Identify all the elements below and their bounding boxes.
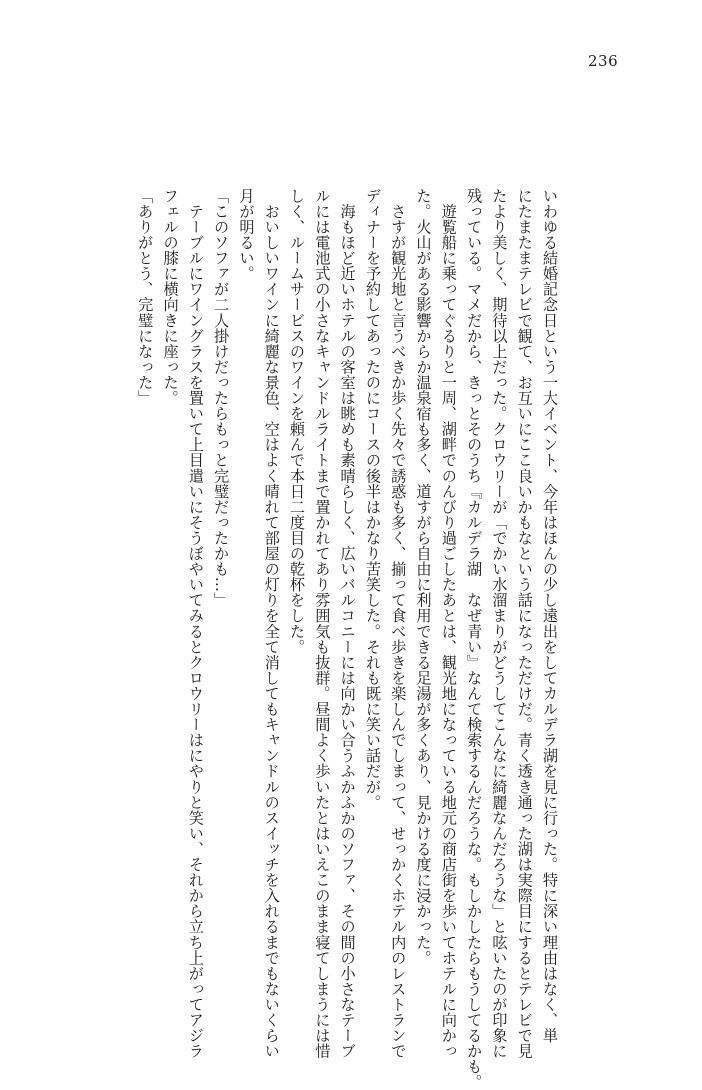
text-line: 月が明るい。 bbox=[237, 188, 256, 282]
text-line: いわゆる結婚記念日という一大イベント、今年はほんの少し遠出をしてカルデラ湖を見に行った。特に深い理由はなく、単 bbox=[541, 188, 559, 1044]
text-line: たより美しく、期待以上だった。クロウリーが「でかい水溜まりがどうしてこんなに綺麗なんだろうな」と呟いたのが印象に bbox=[490, 188, 509, 1059]
text-line: 遊覧船に乗ってぐるりと一周、湖畔でのんびり過ごしたあとは、観光地になっている地元の商店街を歩いてホテルに向かっ bbox=[439, 188, 458, 1059]
text-line: 海もほど近いホテルの客室は眺めも素晴らしく、広いバルコニーには向かい合うふかふかのソファ、その間の小さなテーブ bbox=[338, 188, 357, 1059]
text-line: ルには電池式の小さなキャンドルライトまで置かれてあり雰囲気も抜群。昼間よく歩いたとはいえこのまま寝てしまうには惜 bbox=[313, 188, 332, 1059]
page-number: 236 bbox=[588, 52, 619, 70]
text-line: 残っている。マメだから、きっとそのうち『カルデラ湖 なぜ青い』なんて検索するんだろうな。もしかしたらもうしてるかも。 bbox=[465, 188, 484, 1090]
text-line: た。火山がある影響からか温泉宿も多く、道すがら自由に利用できる足湯が多くあり、見かける度に浸かった。 bbox=[414, 188, 433, 966]
body-text bbox=[132, 188, 562, 1090]
text-line: ディナーを予約してあったのにコースの後半はかなり苦笑した。それも既に笑い話だが。 bbox=[363, 188, 382, 810]
text-line: おいしいワインに綺麗な景色、空はよく晴れて部屋の灯りを全て消してもキャンドルのスイッチを入れるまでもないくらい bbox=[262, 188, 281, 1059]
text-line: フェルの膝に横向きに座った。 bbox=[161, 188, 180, 406]
text-line: 「このソファが二人掛けだったらもっと完璧だったかも…」 bbox=[212, 188, 231, 608]
text-line: 「ありがとう、完璧になった」 bbox=[136, 188, 155, 406]
text-line: テーブルにワイングラスを置いて上目遣いにそうぼやいてみるとクロウリーはにやりと笑い、それから立ち上がってアジラ bbox=[186, 188, 205, 1059]
text-line: しく、ルームサービスのワインを頼んで本日二度目の乾杯をした。 bbox=[288, 188, 307, 655]
text-line: さすが観光地と言うべきか歩く先々で誘惑も多く、揃って食べ歩きを楽しんでしまって、せっかくホテル内のレストランで bbox=[389, 188, 408, 1059]
text-line: にたまたまテレビで観て、お互いにここ良いかもなという話になっただけだ。青く透き通った湖は実際目にするとテレビで見 bbox=[515, 188, 534, 1059]
